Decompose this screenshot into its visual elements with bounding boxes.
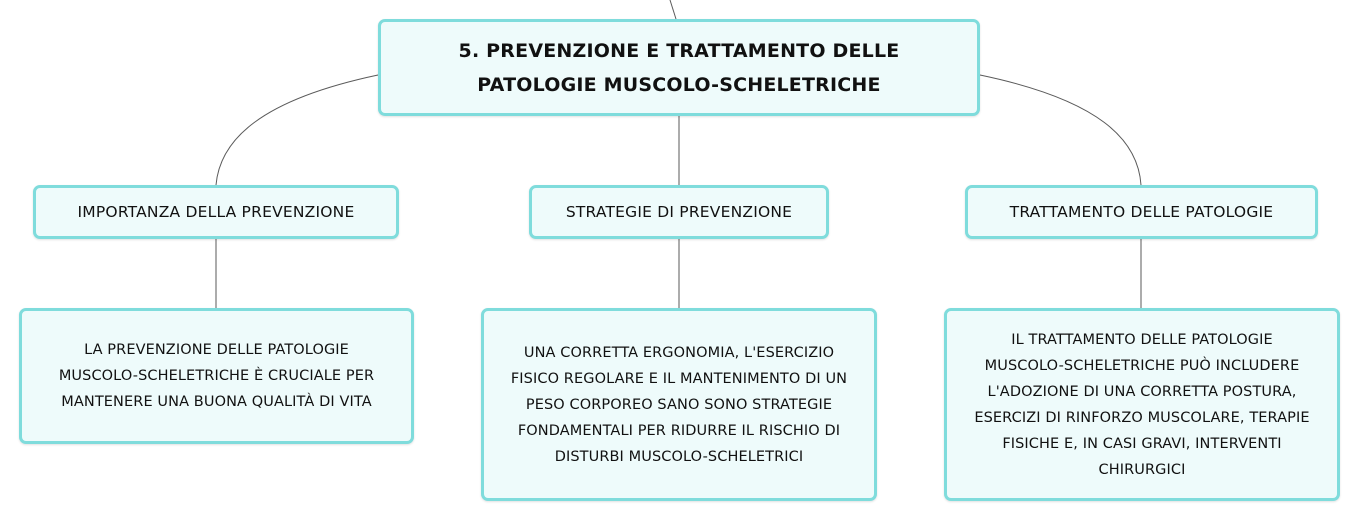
root-title-line: 5. PREVENZIONE E TRATTAMENTO DELLE [458,39,900,62]
connector-root-importanza [216,75,378,185]
detail-line: MUSCOLO-SCHELETRICHE È CRUCIALE PER [58,368,375,384]
root-title-line: PATOLOGIE MUSCOLO-SCHELETRICHE [477,73,881,96]
detail-line: LA PREVENZIONE DELLE PATOLOGIE [84,342,349,358]
detail-line: CHIRURGICI [1098,461,1186,478]
detail-node-strategie[interactable] [481,308,877,501]
detail-node-importanza[interactable] [19,308,414,444]
topic-label: TRATTAMENTO DELLE PATOLOGIE [1009,203,1274,221]
connector-root-trattamento [980,75,1141,185]
detail-line: DISTURBI MUSCOLO-SCHELETRICI [554,448,804,465]
parent-connector [670,0,676,19]
detail-line: MUSCOLO-SCHELETRICHE PUÒ INCLUDERE [984,357,1300,374]
detail-line: FISICO REGOLARE E IL MANTENIMENTO DI UN [510,370,848,387]
detail-line: FONDAMENTALI PER RIDURRE IL RISCHIO DI [517,422,841,439]
detail-line: ESERCIZI DI RINFORZO MUSCOLARE, TERAPIE [974,409,1310,426]
topic-node-strategie-prevenzione[interactable] [529,185,829,239]
detail-line: IL TRATTAMENTO DELLE PATOLOGIE [1011,331,1273,348]
detail-node-trattamento[interactable] [944,308,1340,501]
detail-line: PESO CORPOREO SANO SONO STRATEGIE [525,396,833,413]
topic-node-trattamento-patologie[interactable] [965,185,1318,239]
topic-label: STRATEGIE DI PREVENZIONE [565,203,793,221]
topic-label: IMPORTANZA DELLA PREVENZIONE [77,203,355,221]
topic-node-importanza-prevenzione[interactable] [33,185,399,239]
detail-line: UNA CORRETTA ERGONOMIA, L'ESERCIZIO [523,344,835,361]
detail-line: MANTENERE UNA BUONA QUALITÀ DI VITA [61,394,372,410]
detail-line: FISICHE E, IN CASI GRAVI, INTERVENTI [1002,435,1282,452]
root-topic-node[interactable] [378,19,980,116]
detail-line: L'ADOZIONE DI UNA CORRETTA POSTURA, [987,383,1297,400]
